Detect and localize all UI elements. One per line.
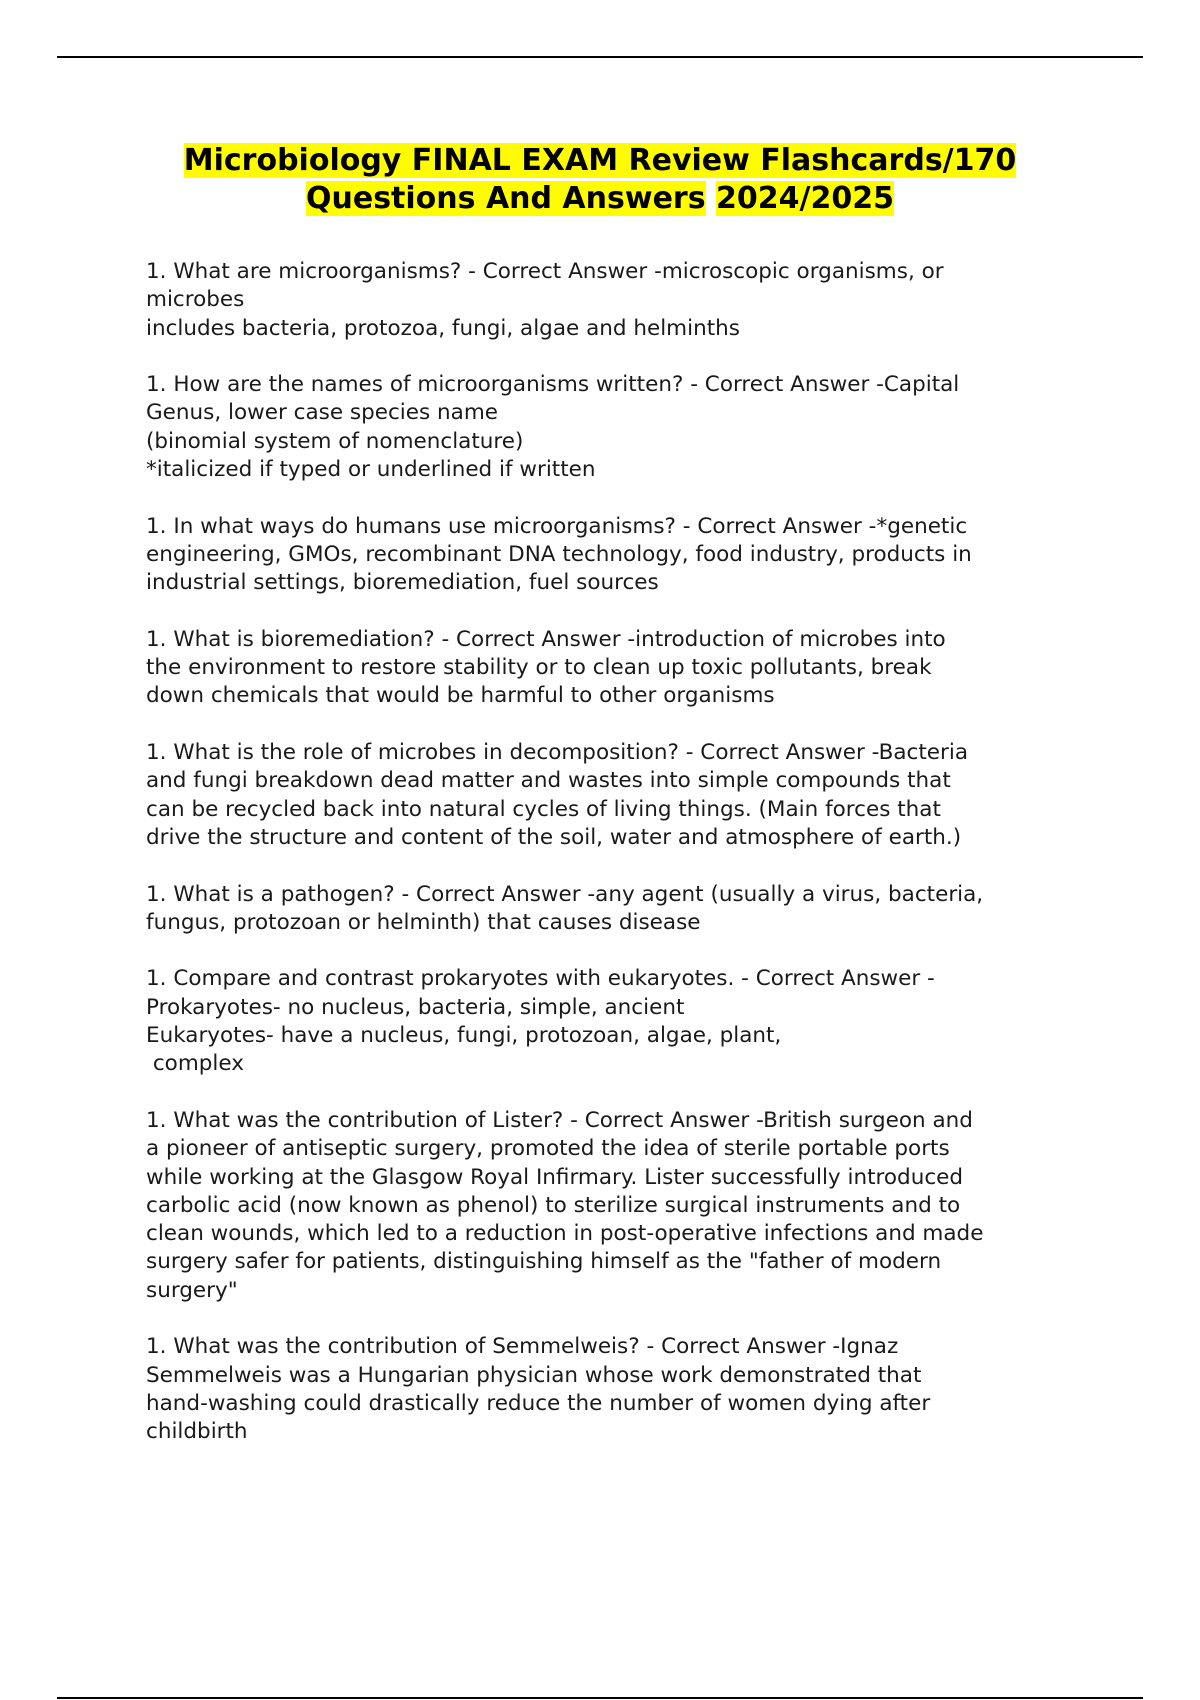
flashcard-entry [146,513,1106,598]
entry-line: 1. What was the contribution of Lister? - Correct Answer -British surgeon and [146,1107,973,1133]
entry-line: 1. In what ways do humans use microorganisms? - Correct Answer -*genetic [146,513,968,539]
flashcard-list [146,258,1106,1475]
entry-line: can be recycled back into natural cycles of living things. (Main forces that [146,796,941,822]
entry-line: childbirth [146,1419,248,1445]
title-line-2-highlight-b: 2024/2025 [716,181,894,216]
flashcard-entry [146,626,1106,711]
title-line-2 [100,180,1100,218]
flashcard-entry [146,371,1106,484]
top-rule [57,56,1143,58]
entry-line: includes bacteria, protozoa, fungi, algae and helminths [146,315,740,341]
entry-line: 1. What is the role of microbes in decomposition? - Correct Answer -Bacteria [146,740,969,766]
flashcard-entry [146,739,1106,852]
entry-line: Eukaryotes- have a nucleus, fungi, protozoan, algae, plant, [146,1023,782,1049]
entry-line: *italicized if typed or underlined if written [146,457,596,483]
entry-line: 1. Compare and contrast prokaryotes with eukaryotes. - Correct Answer - [146,966,935,992]
entry-line: 1. What are microorganisms? - Correct Answer -microscopic organisms, or [146,259,944,284]
entry-line: while working at the Glasgow Royal Infirmary. Lister successfully introduced [146,1164,964,1190]
entry-line: surgery safer for patients, distinguishing himself as the "father of modern [146,1249,942,1275]
flashcard-entry [146,965,1106,1078]
entry-line: 1. What is a pathogen? - Correct Answer -any agent (usually a virus, bacteria, [146,881,984,907]
title-line-2-highlight-a: Questions And Answers [305,181,706,216]
entry-line: Prokaryotes- no nucleus, bacteria, simple, ancient [146,994,685,1020]
entry-line: 1. What is bioremediation? - Correct Answer -introduction of microbes into [146,626,946,652]
entry-line: complex [146,1051,244,1077]
entry-line: surgery" [146,1277,238,1303]
entry-line: clean wounds, which led to a reduction in post-operative infections and made [146,1221,984,1247]
entry-line: drive the structure and content of the soil, water and atmosphere of earth.) [146,824,962,850]
entry-line: fungus, protozoan or helminth) that causes disease [146,909,701,935]
entry-line: hand-washing could drastically reduce the number of women dying after [146,1390,931,1416]
title-line-1-highlight: Microbiology FINAL EXAM Review Flashcards/170 [183,143,1017,178]
entry-line: the environment to restore stability or to clean up toxic pollutants, break [146,655,932,681]
flashcard-entry [146,258,1106,343]
entry-line: engineering, GMOs, recombinant DNA technology, food industry, products in [146,541,972,567]
document-title [100,142,1100,218]
entry-line: 1. How are the names of microorganisms written? - Correct Answer -Capital [146,372,960,398]
entry-line: 1. What was the contribution of Semmelweis? - Correct Answer -Ignaz [146,1334,899,1360]
entry-line: carbolic acid (now known as phenol) to sterilize surgical instruments and to [146,1192,961,1218]
bottom-rule [57,1697,1143,1699]
entry-line: microbes [146,287,245,313]
entry-line: down chemicals that would be harmful to other organisms [146,683,775,709]
entry-line: Genus, lower case species name [146,400,498,426]
title-line-1 [100,142,1100,180]
entry-line: industrial settings, bioremediation, fuel sources [146,570,659,596]
flashcard-entry [146,1333,1106,1446]
entry-line: Semmelweis was a Hungarian physician whose work demonstrated that [146,1362,922,1388]
flashcard-entry [146,881,1106,938]
flashcard-entry [146,1107,1106,1305]
entry-line: and fungi breakdown dead matter and wastes into simple compounds that [146,768,951,794]
entry-line: (binomial system of nomenclature) [146,428,524,454]
entry-line: a pioneer of antiseptic surgery, promoted the idea of sterile portable ports [146,1136,950,1162]
